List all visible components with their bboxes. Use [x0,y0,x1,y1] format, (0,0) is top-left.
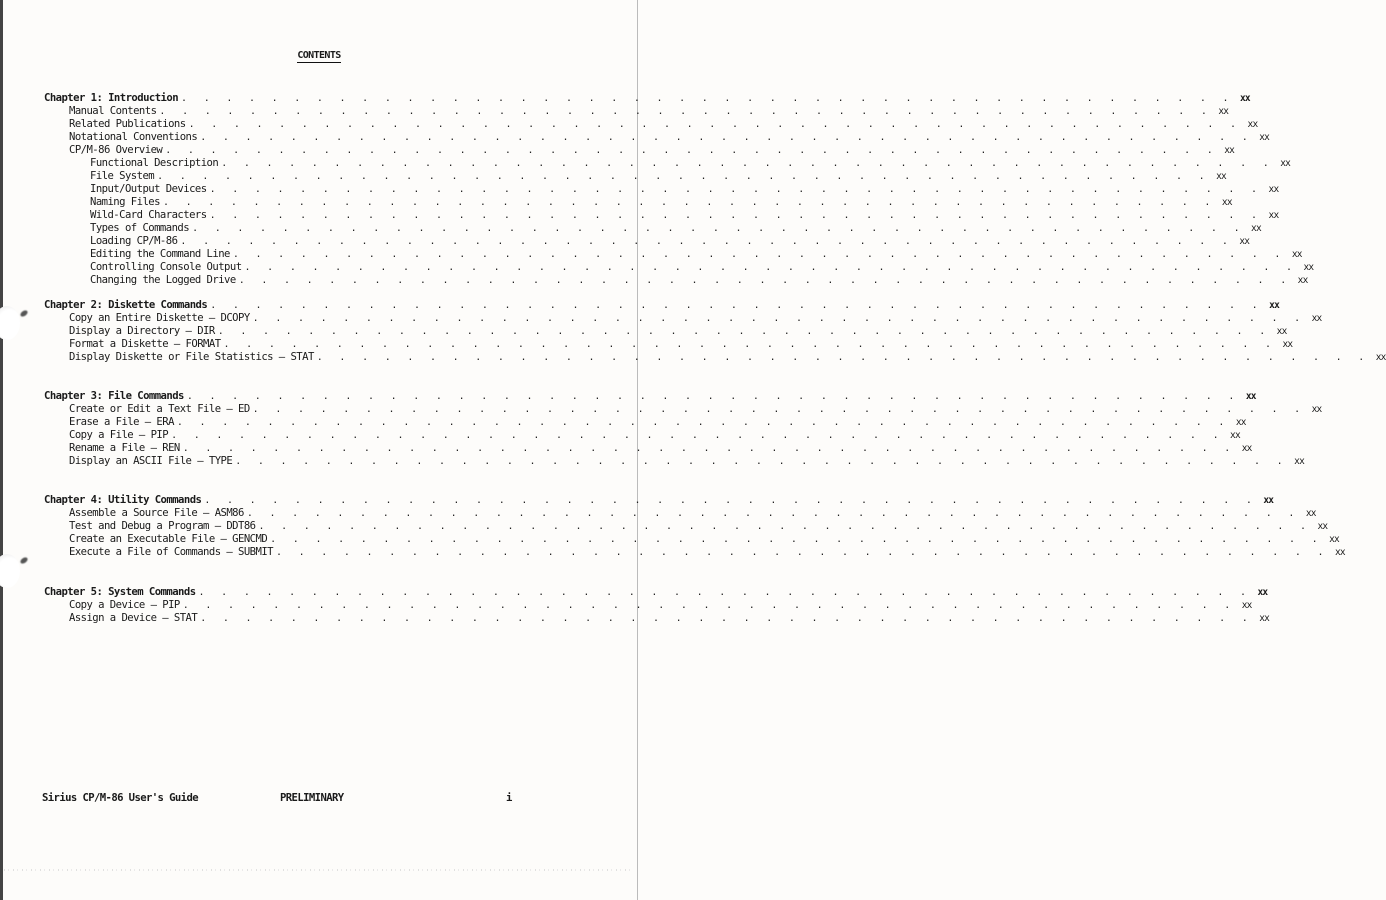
toc-leader-dots: . . . . . . . . . . . . . . . . . . . . . . . . . . . . . . . . . . . . . . . . . . . . . . . [200,132,1254,143]
toc-leader-dots: . . . . . . . . . . . . . . . . . . . . . . . . . . . . . . . . . . . . . . . . . . . . . . . [217,326,1271,337]
toc-chapter-5[interactable] [44,586,1268,599]
toc-leader-dots: . . . . . . . . . . . . . . . . . . . . . . . . . . . . . . . . . . . . . . . . . . . . . . . [209,210,1263,221]
toc-page-number: xx [1282,339,1293,350]
footer-book-title: Sirius CP/M-86 User's Guide [42,792,199,804]
toc-entry[interactable] [69,118,1258,131]
toc-leader-dots: . . . . . . . . . . . . . . . . . . . . . . . . . . . . . . . . . . . . . . . . . . . . . . . [270,534,1323,545]
toc-leader-dots: . . . . . . . . . . . . . . . . . . . . . . . . . . . . . . . . . . . . . . . . . . . . . . . [252,313,1306,324]
punch-hole [0,554,20,588]
toc-page-number: xx [1269,300,1279,311]
toc-leader-dots: . . . . . . . . . . . . . . . . . . . . . . . . . . . . . . . . . . . . . . . . . . . . . . . [252,404,1306,415]
toc-page-number: xx [1241,443,1252,454]
toc-leader-dots: . . . . . . . . . . . . . . . . . . . . . . . . . . . . . . . . . . . . . . . . . . . . . . . [258,521,1312,532]
toc-entry-label: Assemble a Source File — ASM86 [69,507,247,520]
toc-subentry[interactable] [90,261,1314,274]
toc-leader-dots: . . . . . . . . . . . . . . . . . . . . . . . . . . . . . . . . . . . . . . . . . . . . . . . [198,587,1252,598]
toc-entry-label: Display an ASCII File — TYPE [69,455,235,468]
toc-subentry-label: Functional Description [90,157,221,170]
toc-entry-label: Copy a Device — PIP [69,599,183,612]
toc-page-number: xx [1268,184,1279,195]
toc-entry[interactable] [69,312,1322,325]
toc-entry[interactable] [69,455,1304,468]
toc-chapter-1[interactable] [44,92,1250,105]
toc-page-number: xx [1240,93,1250,104]
toc-subentry[interactable] [90,274,1308,287]
toc-chapter-3[interactable] [44,390,1256,403]
footer-status: PRELIMINARY [280,792,344,804]
punch-hole-shadow [19,556,28,565]
toc-subentry-label: Controlling Console Output [90,261,245,274]
toc-entry-label: Format a Diskette — FORMAT [69,338,224,351]
toc-entry[interactable] [69,131,1270,144]
toc-entry[interactable] [69,442,1252,455]
toc-entry[interactable] [69,338,1293,351]
toc-page-number: xx [1334,547,1345,558]
toc-entry-label: Execute a File of Commands — SUBMIT [69,546,276,559]
toc-entry[interactable] [69,546,1345,559]
toc-entry-label: Create or Edit a Text File — ED [69,403,253,416]
toc-leader-dots: . . . . . . . . . . . . . . . . . . . . . . . . . . . . . . . . . . . . . . . . . . . . . . . [223,339,1277,350]
toc-entry-label: Manual Contents [69,105,159,118]
toc-page-number: xx [1303,262,1314,273]
toc-entry[interactable] [69,533,1339,546]
toc-page-number: xx [1268,210,1279,221]
toc-leader-dots: . . . . . . . . . . . . . . . . . . . . . . . . . . . . . . . . . . . . . . . . . . . . . . . [192,223,1245,234]
toc-leader-dots: . . . . . . . . . . . . . . . . . . . . . . . . . . . . . . . . . . . . . . . . . . . . . . . [209,184,1263,195]
toc-page-number: xx [1251,223,1261,234]
toc-entry-label: Create an Executable File — GENCMD [69,533,270,546]
toc-entry-label: Copy a File — PIP [69,429,171,442]
toc-leader-dots: . . . . . . . . . . . . . . . . . . . . . . . . . . . . . . . . . . . . . . . . . . . . . . . [176,417,1230,428]
toc-entry-label: Assign a Device — STAT [69,612,200,625]
toc-page-number: xx [1230,430,1240,441]
toc-chapter-4[interactable] [44,494,1274,507]
toc-leader-dots: . . . . . . . . . . . . . . . . . . . . . . . . . . . . . . . . . . . . . . . . . . . . . . . [221,158,1275,169]
page-title-text: CONTENTS [297,50,341,61]
toc-page-number: xx [1297,275,1308,286]
toc-leader-dots: . . . . . . . . . . . . . . . . . . . . . . . . . . . . . . . . . . . . . . . . . . . . . . . [275,547,1329,558]
toc-subentry[interactable] [90,248,1302,261]
toc-page-number: xx [1294,456,1304,467]
toc-page-number: xx [1224,145,1235,156]
toc-subentry[interactable] [90,209,1279,222]
toc-leader-dots: . . . . . . . . . . . . . . . . . . . . . . . . . . . . . . . . . . . . . . . . . . . . . . . [162,197,1216,208]
toc-entry-label: Erase a File — ERA [69,416,177,429]
toc-entry-label: Related Publications [69,118,189,131]
page-title [0,50,638,61]
toc-page-number: xx [1257,587,1268,598]
toc-subentry[interactable] [90,222,1261,235]
toc-chapter-label: Chapter 4: Utility Commands [44,494,204,507]
toc-chapter-label: Chapter 2: Diskette Commands [44,299,210,312]
toc-page-number: xx [1317,521,1328,532]
toc-page-number: xx [1276,326,1287,337]
toc-entry-label: Display a Directory — DIR [69,325,218,338]
toc-page-number: xx [1245,391,1256,402]
toc-entry[interactable] [69,416,1246,429]
toc-entry-label: Rename a File — REN [69,442,183,455]
toc-leader-dots: . . . . . . . . . . . . . . . . . . . . . . . . . . . . . . . . . . . . . . . . . . . . . . . [246,508,1300,519]
toc-page-number: xx [1239,236,1250,247]
toc-subentry[interactable] [90,157,1291,170]
toc-subentry-label: File System [90,170,157,183]
toc-entry-label: Test and Debug a Program — DDT86 [69,520,259,533]
toc-subentry[interactable] [90,235,1250,248]
toc-leader-dots: . . . . . . . . . . . . . . . . . . . . . . . . . . . . . . . . . . . . . . . . . . . . . . . [181,93,1234,104]
toc-page-number: xx [1235,417,1246,428]
toc-entry-label: Notational Conventions [69,131,200,144]
toc-page-number: xx [1329,534,1339,545]
toc-subentry[interactable] [90,170,1226,183]
toc-leader-dots: . . . . . . . . . . . . . . . . . . . . . . . . . . . . . . . . . . . . . . . . . . . . . . . [232,249,1286,260]
toc-leader-dots: . . . . . . . . . . . . . . . . . . . . . . . . . . . . . . . . . . . . . . . . . . . . . . . [182,443,1236,454]
toc-chapter-label: Chapter 1: Introduction [44,92,181,105]
toc-leader-dots: . . . . . . . . . . . . . . . . . . . . . . . . . . . . . . . . . . . . . . . . . . . . . . . [188,119,1242,130]
toc-leader-dots: . . . . . . . . . . . . . . . . . . . . . . . . . . . . . . . . . . . . . . . . . . . . . . . [165,145,1219,156]
toc-entry-label: CP/M-86 Overview [69,144,165,157]
toc-leader-dots: . . . . . . . . . . . . . . . . . . . . . . . . . . . . . . . . . . . . . . . . . . . . . . . [235,456,1288,467]
toc-page-number: xx [1291,249,1302,260]
toc-leader-dots: . . . . . . . . . . . . . . . . . . . . . . . . . . . . . . . . . . . . . . . . . . . . . . . [157,171,1210,182]
toc-page-number: xx [1375,352,1386,363]
toc-page-number: xx [1241,600,1252,611]
punch-hole-shadow [19,309,28,318]
toc-entry[interactable] [69,429,1240,442]
toc-page-number: xx [1311,404,1322,415]
toc-entry-label: Copy an Entire Diskette — DCOPY [69,312,253,325]
toc-leader-dots: . . . . . . . . . . . . . . . . . . . . . . . . . . . . . . . . . . . . . . . . . . . . . . . [171,430,1224,441]
toc-entry[interactable] [69,105,1229,118]
toc-leader-dots: . . . . . . . . . . . . . . . . . . . . . . . . . . . . . . . . . . . . . . . . . . . . . . . [186,391,1240,402]
toc-subentry-label: Wild-Card Characters [90,209,210,222]
toc-leader-dots: . . . . . . . . . . . . . . . . . . . . . . . . . . . . . . . . . . . . . . . . . . . . . . . [238,275,1292,286]
toc-subentry[interactable] [90,196,1232,209]
toc-entry[interactable] [69,403,1322,416]
toc-leader-dots: . . . . . . . . . . . . . . . . . . . . . . . . . . . . . . . . . . . . . . . . . . . . . . . [159,106,1213,117]
toc-leader-dots: . . . . . . . . . . . . . . . . . . . . . . . . . . . . . . . . . . . . . . . . . . . . . . . [204,495,1258,506]
toc-page-number: xx [1218,106,1229,117]
punch-hole [0,306,20,340]
toc-entry-label: Display Diskette or File Statistics — STAT [69,351,317,364]
scan-artifact [4,869,634,871]
toc-page-number: xx [1280,158,1291,169]
toc-subentry-label: Loading CP/M-86 [90,235,180,248]
toc-page-number: xx [1263,495,1274,506]
toc-subentry-label: Editing the Command Line [90,248,233,261]
toc-page-number: xx [1305,508,1316,519]
toc-leader-dots: . . . . . . . . . . . . . . . . . . . . . . . . . . . . . . . . . . . . . . . . . . . . . . . [316,352,1370,363]
toc-leader-dots: . . . . . . . . . . . . . . . . . . . . . . . . . . . . . . . . . . . . . . . . . . . . . . . [200,613,1254,624]
toc-subentry-label: Naming Files [90,196,163,209]
page-edge [0,0,3,900]
toc-leader-dots: . . . . . . . . . . . . . . . . . . . . . . . . . . . . . . . . . . . . . . . . . . . . . . . [182,600,1236,611]
footer-page-number: i [506,792,512,804]
toc-leader-dots: . . . . . . . . . . . . . . . . . . . . . . . . . . . . . . . . . . . . . . . . . . . . . . . [210,300,1263,311]
toc-entry[interactable] [69,599,1252,612]
toc-page-number: xx [1311,313,1322,324]
toc-leader-dots: . . . . . . . . . . . . . . . . . . . . . . . . . . . . . . . . . . . . . . . . . . . . . . . [244,262,1298,273]
toc-subentry-label: Types of Commands [90,222,192,235]
toc-entry[interactable] [69,520,1328,533]
toc-subentry-label: Changing the Logged Drive [90,274,239,287]
toc-page-number: xx [1247,119,1258,130]
toc-subentry[interactable] [90,183,1279,196]
toc-page-number: xx [1221,197,1232,208]
toc-chapter-label: Chapter 5: System Commands [44,586,199,599]
toc-chapter-2[interactable] [44,299,1279,312]
toc-subentry-label: Input/Output Devices [90,183,210,196]
toc-entry[interactable] [69,325,1287,338]
toc-entry[interactable] [69,507,1316,520]
toc-chapter-label: Chapter 3: File Commands [44,390,187,403]
toc-page-number: xx [1259,613,1270,624]
toc-entry[interactable] [69,612,1270,625]
toc-leader-dots: . . . . . . . . . . . . . . . . . . . . . . . . . . . . . . . . . . . . . . . . . . . . . . . [180,236,1234,247]
toc-entry[interactable] [69,351,1386,364]
toc-page-number: xx [1216,171,1226,182]
toc-entry[interactable] [69,144,1235,157]
toc-page-number: xx [1259,132,1270,143]
